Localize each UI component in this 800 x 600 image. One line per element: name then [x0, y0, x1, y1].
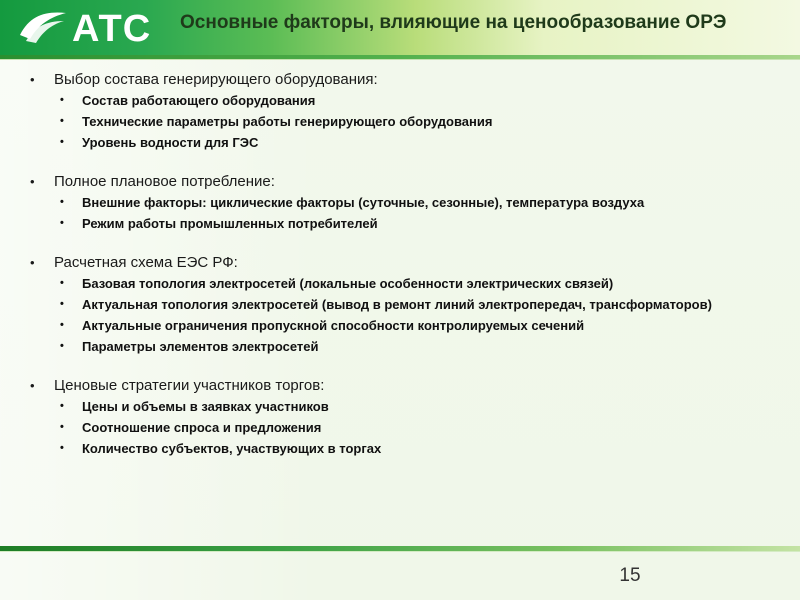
- section-heading-text: Расчетная схема ЕЭС РФ:: [54, 254, 238, 271]
- list-item: [60, 296, 780, 313]
- list-item-text: Параметры элементов электросетей: [82, 339, 319, 354]
- list-item: [60, 113, 780, 130]
- section-heading-text: Ценовые стратегии участников торгов:: [54, 377, 325, 394]
- list-item-text: Количество субъектов, участвующих в торгах: [82, 441, 382, 456]
- list-item: [60, 215, 780, 232]
- section-heading: [30, 172, 780, 192]
- list-item: [60, 92, 780, 109]
- content-area: [30, 70, 780, 461]
- bullet-icon: •: [60, 94, 64, 106]
- list-item-text: Соотношение спроса и предложения: [82, 420, 322, 435]
- bullet-icon: •: [60, 115, 64, 127]
- section-consumption: [30, 172, 780, 232]
- list-item: [60, 194, 780, 211]
- bullet-icon: •: [60, 319, 64, 331]
- bullet-icon: •: [60, 196, 64, 208]
- bullet-icon: •: [60, 442, 64, 454]
- logo-text: АТС: [72, 8, 152, 50]
- bullet-icon: •: [60, 136, 64, 148]
- item-list: [30, 275, 780, 355]
- list-item-text: Цены и объемы в заявках участников: [82, 399, 329, 414]
- logo-wave-icon: [16, 5, 70, 49]
- section-price-strategies: [30, 376, 780, 457]
- list-item-text: Технические параметры работы генерирующего оборудования: [82, 114, 493, 129]
- section-heading: [30, 253, 780, 273]
- list-item: [60, 134, 780, 151]
- section-generation: [30, 70, 780, 151]
- list-item: [60, 440, 780, 457]
- section-heading-text: Выбор состава генерирующего оборудования:: [54, 71, 378, 88]
- list-item-text: Актуальные ограничения пропускной способности контролируемых сечений: [82, 318, 585, 333]
- list-item-text: Уровень водности для ГЭС: [82, 135, 259, 150]
- list-item-text: Внешние факторы: циклические факторы (суточные, сезонные), температура воздуха: [82, 195, 645, 210]
- page-title: Основные факторы, влияющие на ценообразование ОРЭ: [180, 12, 727, 33]
- bottom-divider-shadow: [0, 551, 800, 552]
- list-item: [60, 275, 780, 292]
- top-divider-shadow: [0, 59, 800, 60]
- section-heading-text: Полное плановое потребление:: [54, 173, 275, 190]
- list-item-text: Актуальная топология электросетей (вывод в ремонт линий электропередач, трансформаторов): [82, 297, 712, 312]
- section-heading: [30, 70, 780, 90]
- list-item: [60, 398, 780, 415]
- list-item-text: Состав работающего оборудования: [82, 93, 316, 108]
- bullet-icon: •: [60, 277, 64, 289]
- bullet-icon: •: [60, 400, 64, 412]
- item-list: [30, 398, 780, 457]
- bullet-icon: •: [30, 174, 35, 189]
- bullet-icon: •: [30, 72, 35, 87]
- section-grid-scheme: [30, 253, 780, 355]
- bullet-icon: •: [30, 255, 35, 270]
- list-item: [60, 419, 780, 436]
- bullet-icon: •: [60, 217, 64, 229]
- list-item: [60, 338, 780, 355]
- page-number: 15: [619, 565, 641, 586]
- item-list: [30, 92, 780, 151]
- bullet-icon: •: [60, 298, 64, 310]
- bullet-icon: •: [30, 378, 35, 393]
- bullet-icon: •: [60, 421, 64, 433]
- bullet-icon: •: [60, 340, 64, 352]
- header-bar: [0, 0, 800, 55]
- section-heading: [30, 376, 780, 396]
- list-item-text: Режим работы промышленных потребителей: [82, 216, 378, 231]
- item-list: [30, 194, 780, 232]
- list-item: [60, 317, 780, 334]
- list-item-text: Базовая топология электросетей (локальные особенности электрических связей): [82, 276, 614, 291]
- ats-logo: [16, 5, 156, 49]
